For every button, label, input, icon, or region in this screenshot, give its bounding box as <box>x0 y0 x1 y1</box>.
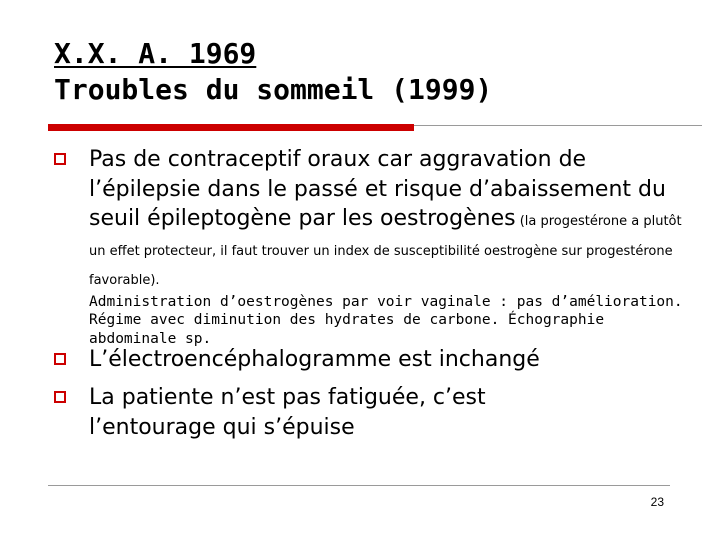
title-accent-bar <box>48 124 414 131</box>
bullet-detail-text: Administration d’oestrogènes par voir vaginale : pas d’amélioration. Régime avec diminution des hydrates de carbone. Échographie abdominale sp. <box>89 293 683 347</box>
square-bullet-icon <box>54 353 66 365</box>
bullet-text: La patiente n’est pas fatiguée, c’est l’entourage qui s’épuise <box>89 385 486 440</box>
bullet-item <box>54 145 694 348</box>
square-bullet-icon <box>54 153 66 165</box>
square-bullet-icon <box>54 391 66 403</box>
page-number: 23 <box>650 495 664 509</box>
bullet-text <box>89 145 694 348</box>
bullet-item <box>54 383 694 442</box>
title-line-2: Troubles du sommeil (1999) <box>54 73 493 106</box>
footer-divider <box>48 485 670 486</box>
bullet-text: L’électroencéphalogramme est inchangé <box>89 347 540 372</box>
bullet-item <box>54 345 694 375</box>
title-line-1: X.X. A. 1969 <box>54 37 257 70</box>
slide-title <box>54 36 492 108</box>
bullet-note-text: (la progestérone a plutôt un effet protecteur, il faut trouver un index de susceptibilité oestrogène sur progestérone favorable). <box>89 214 682 288</box>
bullet-main-text: Pas de contraceptif oraux car aggravation de l’épilepsie dans le passé et risque d’abaissement du seuil épileptogène par les oestrogènes <box>89 147 666 231</box>
